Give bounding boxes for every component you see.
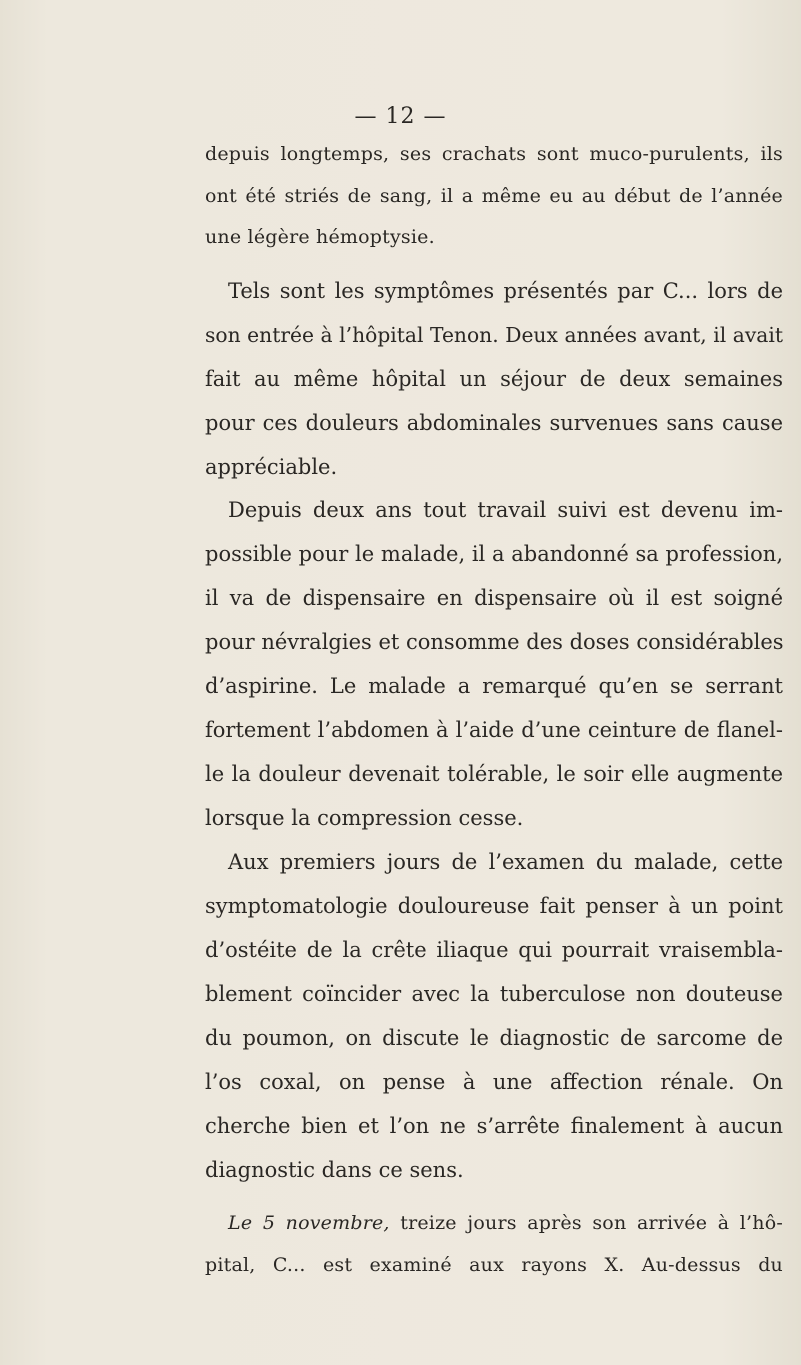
text-line: possible pour le malade, il a abandonné sa profession, [205,542,783,566]
text-line: depuis longtemps, ses crachats sont muco-purulents, ils [205,143,783,165]
text-line: fortement l’abdomen à l’aide d’une ceinture de flanel- [205,718,783,742]
date-italic: Le 5 novembre, [228,1212,390,1234]
text-line: d’ostéite de la crête iliaque qui pourrait vraisembla- [205,938,783,962]
text-line: il va de dispensaire en dispensaire où il est soigné [205,586,783,610]
text-line: ont été striés de sang, il a même eu au début de l’année [205,185,783,207]
text-line: d’aspirine. Le malade a remarqué qu’en se serrant [205,674,783,698]
text-line: lorsque la compression cesse. [205,806,524,830]
text-run: treize jours après son arrivée à l’hô- [389,1212,783,1234]
text-line: Tels sont les symptômes présentés par C... lors de [228,279,783,303]
text-line: l’os coxal, on pense à une affection rénale. On [205,1070,783,1094]
text-line: du poumon, on discute le diagnostic de sarcome de [205,1026,783,1050]
text-line: Aux premiers jours de l’examen du malade, cette [228,850,783,874]
text-line: le la douleur devenait tolérable, le soir elle augmente [205,762,783,786]
text-line: diagnostic dans ce sens. [205,1158,464,1182]
text-line: blement coïncider avec la tuberculose non douteuse [205,982,783,1006]
text-line: pour névralgies et consomme des doses considérables [205,630,784,654]
text-line: symptomatologie douloureuse fait penser à un point [205,894,783,918]
text-line: une légère hémoptysie. [205,226,435,248]
text-line [228,1208,783,1238]
text-line: son entrée à l’hôpital Tenon. Deux années avant, il avait [205,323,783,347]
text-line: pour ces douleurs abdominales survenues sans cause [205,411,783,435]
text-line: pital, C... est examiné aux rayons X. Au-dessus du [205,1254,783,1276]
text-line: Depuis deux ans tout travail suivi est devenu im- [228,498,783,522]
page-number: — 12 — [354,104,447,129]
text-line: fait au même hôpital un séjour de deux semaines [205,367,783,391]
text-line: cherche bien et l’on ne s’arrête finalement à aucun [205,1114,783,1138]
text-line: appréciable. [205,455,338,479]
